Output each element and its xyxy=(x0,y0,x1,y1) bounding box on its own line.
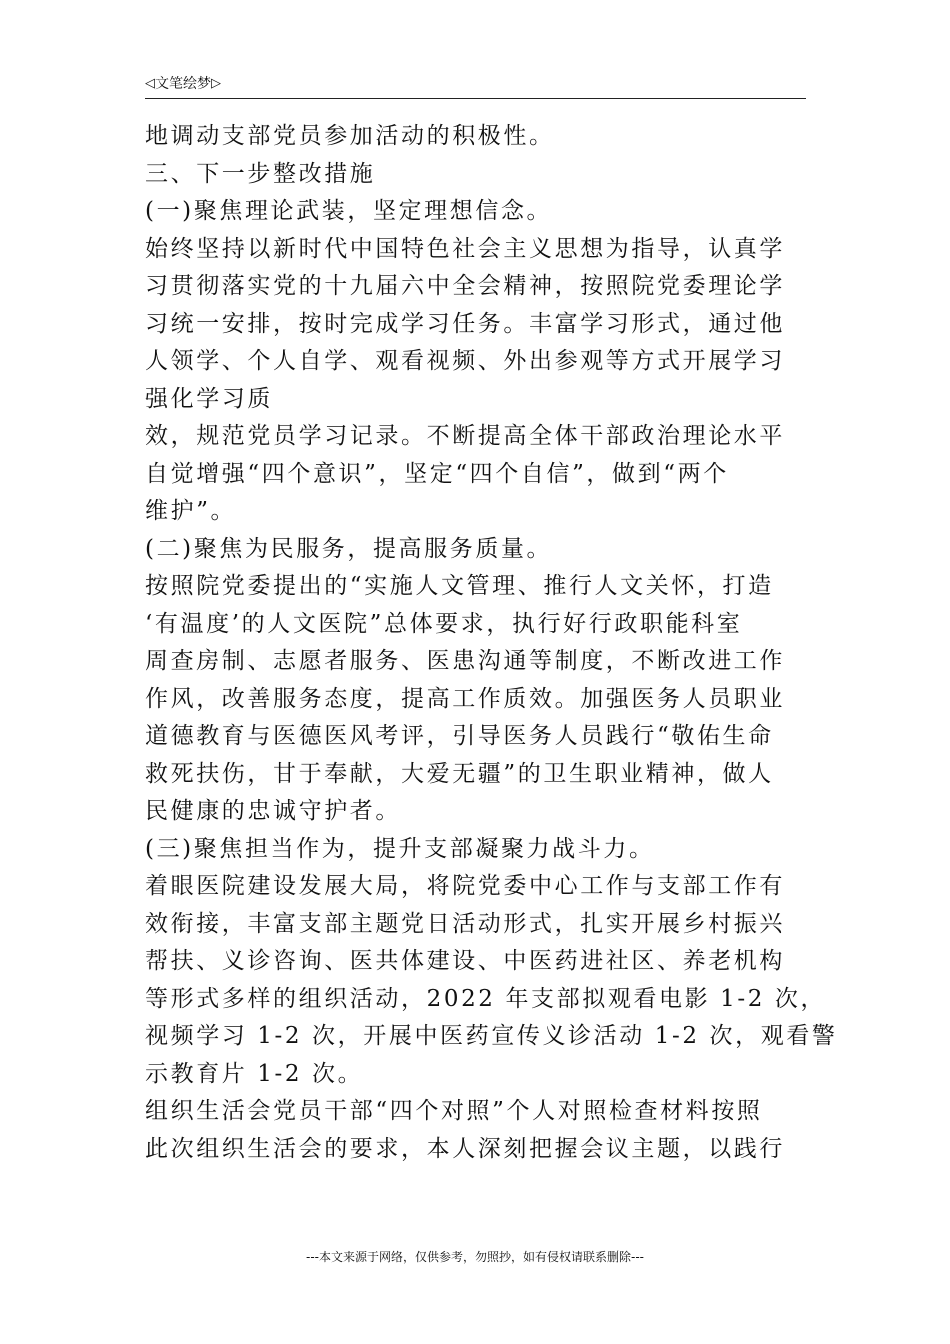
subsection-heading: (二)聚焦为民服务，提高服务质量。 xyxy=(145,535,553,562)
document-body xyxy=(145,118,838,1168)
text-line: 周查房制、志愿者服务、医患沟通等制度，不断改进工作 xyxy=(145,648,785,674)
text-line: 习统一安排，按时完成学习任务。丰富学习形式，通过他 xyxy=(145,310,785,337)
text-line: 着眼医院建设发展大局，将院党委中心工作与支部工作有 xyxy=(145,873,785,899)
text-line: 组织生活会党员干部“四个对照”个人对照检查材料按照 xyxy=(145,1098,763,1124)
header-title: 文笔绘梦 xyxy=(155,76,211,92)
text-line: 按照院党委提出的“实施人文管理、推行人文关怀，打造 xyxy=(145,573,774,599)
text-line: 视频学习 1-2 次，开展中医药宣传义诊活动 1-2 次，观看警 xyxy=(145,1023,838,1049)
text-line: 救死扶伤，甘于奉献，大爱无疆”的卫生职业精神，做人 xyxy=(145,760,774,787)
text-line: 始终坚持以新时代中国特色社会主义思想为指导，认真学 xyxy=(145,235,785,262)
text-line: 自觉增强“四个意识”，坚定“四个自信”，做到“两个 xyxy=(145,460,729,487)
text-line: ‘有温度’的人文医院”总体要求，执行好行政职能科室 xyxy=(145,610,743,637)
subsection-heading: (一)聚焦理论武装，坚定理想信念。 xyxy=(145,198,553,224)
section-heading: 三、下一步整改措施 xyxy=(145,160,376,187)
text-line: 效衔接，丰富支部主题党日活动形式，扎实开展乡村振兴 xyxy=(145,910,785,937)
header-divider xyxy=(145,98,806,99)
left-triangle-icon: ◁ xyxy=(145,76,155,91)
text-line: 地调动支部党员参加活动的积极性。 xyxy=(145,123,555,149)
text-line: 人领学、个人自学、观看视频、外出参观等方式开展学习 xyxy=(145,348,785,374)
text-line: 作风，改善服务态度，提高工作质效。加强医务人员职业 xyxy=(145,685,785,712)
text-line: 等形式多样的组织活动，2022 年支部拟观看电影 1-2 次， xyxy=(145,985,827,1012)
page-header xyxy=(145,74,805,98)
right-triangle-icon: ▷ xyxy=(211,76,221,91)
subsection-heading: (三)聚焦担当作为，提升支部凝聚力战斗力。 xyxy=(145,835,655,862)
text-line: 帮扶、义诊咨询、医共体建设、中医药进社区、养老机构 xyxy=(145,948,785,974)
text-line: 道德教育与医德医风考评，引导医务人员践行“敬佑生命 xyxy=(145,723,774,749)
page-footer-disclaimer: ---本文来源于网络，仅供参考，勿照抄，如有侵权请联系删除--- xyxy=(306,1250,644,1264)
text-line: 示教育片 1-2 次。 xyxy=(145,1060,364,1087)
text-line: 强化学习质 xyxy=(145,385,273,412)
text-line: 效，规范党员学习记录。不断提高全体干部政治理论水平 xyxy=(145,423,785,449)
text-line: 民健康的忠诚守护者。 xyxy=(145,798,401,824)
text-line: 习贯彻落实党的十九届六中全会精神，按照院党委理论学 xyxy=(145,273,785,299)
text-line: 此次组织生活会的要求，本人深刻把握会议主题，以践行 xyxy=(145,1135,785,1162)
text-line: 维护”。 xyxy=(145,498,237,524)
